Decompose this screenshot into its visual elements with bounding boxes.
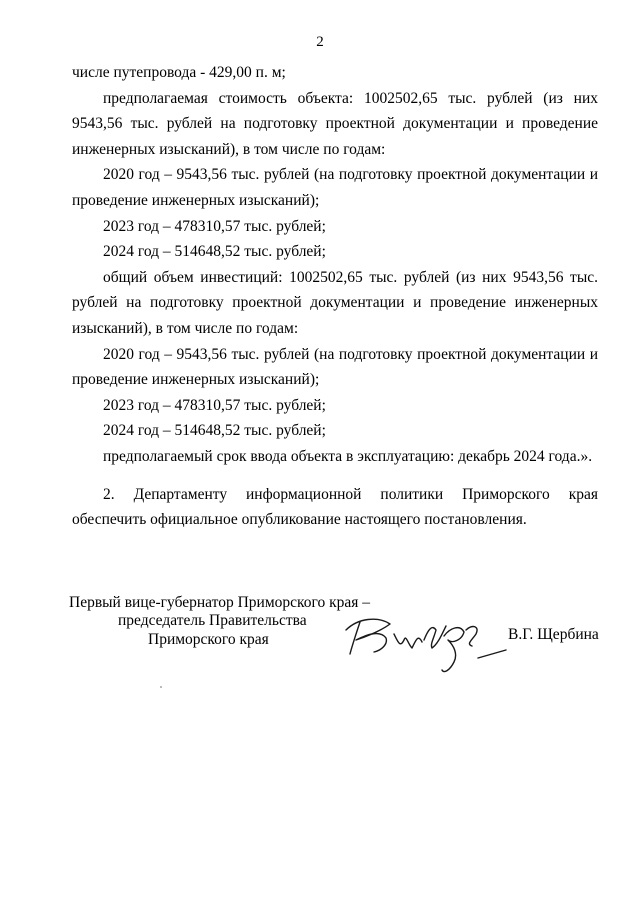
paragraph: 2023 год – 478310,57 тыс. рублей;: [103, 396, 326, 414]
scan-dot: [160, 686, 162, 688]
document-body: [72, 60, 598, 533]
paragraph: 2024 год – 514648,52 тыс. рублей;: [103, 422, 326, 440]
page-number: 2: [316, 34, 324, 50]
signatory-title-line-2: председатель Правительства: [118, 612, 307, 629]
paragraph: предполагаемый срок ввода объекта в эксплуатацию: декабрь 2024 года.».: [103, 447, 593, 465]
paragraph: 2. Департаменту информационной политики Приморского края обеспечить официальное опубликование настоящего постановления.: [72, 485, 598, 529]
paragraph: числе путепровода - 429,00 п. м;: [72, 64, 286, 81]
paragraph: 2020 год – 9543,56 тыс. рублей (на подготовку проектной документации и проведение инженерных изысканий);: [72, 345, 598, 389]
paragraph: 2023 год – 478310,57 тыс. рублей;: [103, 217, 326, 235]
paragraph: 2020 год – 9543,56 тыс. рублей (на подготовку проектной документации и проведение инженерных изысканий);: [72, 166, 598, 209]
paragraph: общий объем инвестиций: 1002502,65 тыс. рублей (из них 9543,56 тыс. рублей на подготовку проектной документации и проведение инженерных изысканий), в том числе по годам:: [72, 268, 598, 337]
handwritten-signature: [338, 600, 508, 680]
signatory-name: В.Г. Щербина: [508, 626, 599, 643]
paragraph: предполагаемая стоимость объекта: 1002502,65 тыс. рублей (из них 9543,56 тыс. рублей на подготовку проектной документации и проведение инженерных изысканий), в том числе по годам:: [72, 89, 598, 158]
paragraph: 2024 год – 514648,52 тыс. рублей;: [103, 243, 326, 261]
signatory-title-line-3: Приморского края: [148, 631, 269, 648]
signatory-title-line-1: Первый вице-губернатор Приморского края –: [69, 594, 371, 611]
